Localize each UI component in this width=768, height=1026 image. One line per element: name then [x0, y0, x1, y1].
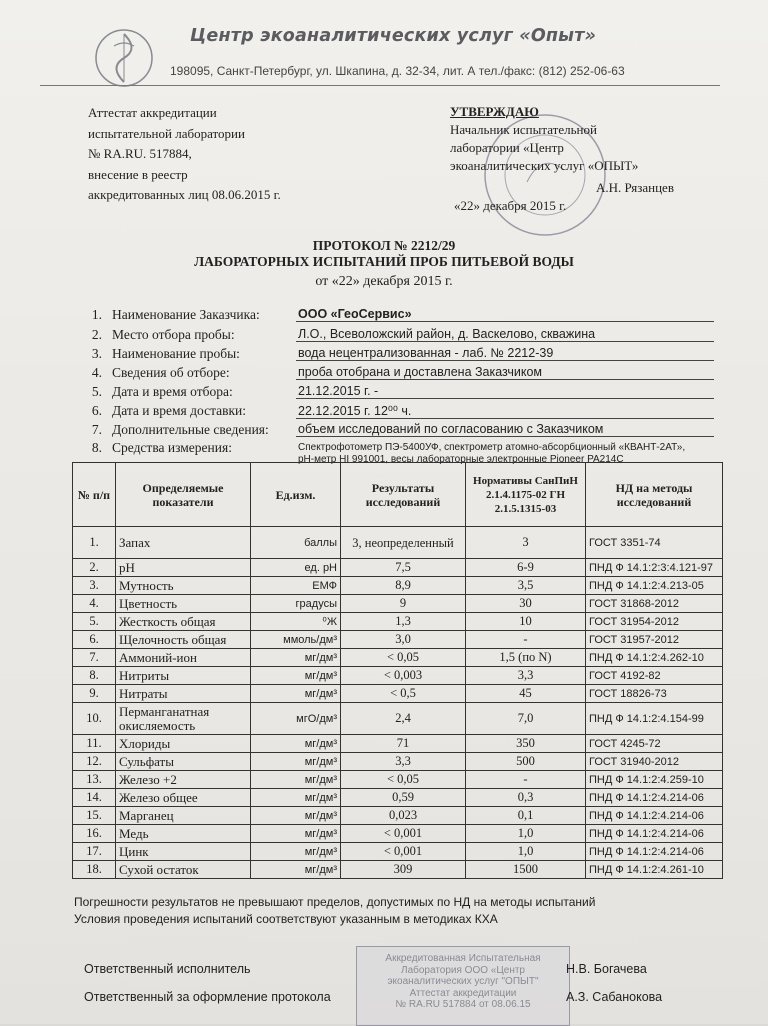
accreditation-block: Аттестат аккредитации испытательной лаборатории № RA.RU. 517884, внесение в реестр аккредитованных лиц 08.06.2015 г.: [88, 105, 281, 202]
table-row: 16. Медь мг/дм³ < 0,001 1,0 ПНД Ф 14.1:2:4.214-06: [73, 825, 723, 843]
table-row: 14. Железо общее мг/дм³ 0,59 0,3 ПНД Ф 14.1:2:4.214-06: [73, 789, 723, 807]
org-title: Центр экоаналитических услуг «Опыт»: [190, 26, 597, 46]
signature-role: Ответственный исполнитель: [84, 962, 251, 976]
protocol-title: ПРОТОКОЛ № 2212/29: [312, 238, 456, 253]
table-row: 17. Цинк мг/дм³ < 0,001 1,0 ПНД Ф 14.1:2:4.214-06: [73, 843, 723, 861]
document-page: Центр экоаналитических услуг «Опыт» 198095, Санкт-Петербург, ул. Шкапина, д. 32-34, лит. А тел./факс: (812) 252-06-63 Аттестат аккредитации испытательной лаборатории № RA.RU. 517884, внесение в реестр аккредитованных лиц 08.06.2015 г. УТВЕРЖДАЮ Начальник испытательной лаборатории «Центр экоаналитических услуг «ОПЫТ» А.Н. Рязанцев «22» декабря 2015 г. ПРОТОКОЛ № 2212/29 ЛАБОРАТОРНЫХ ИСПЫТАНИЙ ПРОБ ПИТЬЕВОЙ ВОДЫ от «22» декабря 2015 г. 1. Наименование Заказчика: ООО «ГеоСервис» 2. Место отбора пробы: Л.О., Всеволожский район, д. Васкелово, скважина 3. Наименование пробы: вода нецентрализованная - лаб. № 2212-39 4. Сведения об отборе: проба отобрана и доставлена Заказчиком 5. Дата и время отбора: 21.12.2015 г. - 6. Дата и время доставки: 22.12.2015 г. 12⁰⁰ ч. 7. Дополнительные сведения: объем исследований по согласованию с Заказчиком 8. Средства измерения: Спектрофотометр ПЭ-5400УФ, спектрометр атомно-абсорбционный «КВАНТ-2АТ», pH-метр HI 991001, весы лабораторные электронные Pioneer PA214C № п/п Определяемые показатели Ед.изм. Результаты исследований Нормативы СанПиН 2.1.4.1175-02 ГН 2.1.5.1315-03 НД на методы исследований 1. Запах баллы 3, неопределенный 3 ГОСТ 3351-74 2. pH ед. pH 7,5 6-9 ПНД Ф 14.1:2:3:4.121-97 3. Мутность ЕМФ 8,9 3,5 ПНД Ф 14.1:2:4.213-05 4. Цветность градусы 9 30 ГОСТ 31868-2012 5. Жесткость общая ⁰Ж 1,3 10 ГОСТ 31954-2012 6. Щелочность общая ммоль/дм³ 3,0 - ГОСТ 31957-2012 7. Аммоний-ион мг/дм³ < 0,05 1,5 (по N) ПНД Ф 14.1:2:4.262-10 8. Нитриты мг/дм³ < 0,003 3,3 ГОСТ 4192-82 9. Нитраты мг/дм³ < 0,5 45 ГОСТ 18826-73 10. Перманганатная окисляемость мгО/дм³ 2,4 7,0 ПНД Ф 14.1:2:4.154-99 11. Хлориды мг/дм³ 71 350 ГОСТ 4245-72 12. Сульфаты мг/дм³ 3,3 500 ГОСТ 31940-2012 13. Железо +2 мг/дм³ < 0,05 - ПНД Ф 14.1:2:4.259-10 14. Железо общее мг/дм³ 0,59 0,3 ПНД Ф 14.1:2:4.214-06 15. Марганец мг/дм³ 0,023 0,1 ПНД Ф 14.1:2:4.214-06 16. Медь мг/дм³ < 0,001 1,0 ПНД Ф 14.1:2:4.214-06 17. Цинк мг/дм³ < 0,001 1,0 ПНД Ф 14.1:2:4.214-06 18. Сухой остаток мг/дм³ 309 1500 ПНД Ф 14.1:2:4.261-10 Погрешности результатов не превышают пределов, допустимых по НД на методы испытаний Условия проведения испытаний соответствуют указанным в методиках КХА Аккредитованная Испытательная Лаборатория ООО «Центр экоаналитических услуг "ОПЫТ" Аттестат аккредитации № RA.RU 517884 от 08.06.15 Ответственный исполнитель Н.В. Богачева Ответственный за оформление протокола А.З. Сабанокова: [0, 0, 768, 1024]
org-address: 198095, Санкт-Петербург, ул. Шкапина, д. 32-34, лит. А тел./факс: (812) 252-06-63: [170, 64, 625, 78]
protocol-date: от «22» декабря 2015 г.: [315, 274, 453, 289]
approval-date: «22» декабря 2015 г.: [454, 198, 567, 213]
table-row: 4. Цветность градусы 9 30 ГОСТ 31868-2012: [73, 595, 723, 613]
signature-name: Н.В. Богачева: [566, 962, 647, 976]
col-header: Определяемые показатели: [116, 463, 251, 527]
footer-note: Условия проведения испытаний соответствуют указанным в методиках КХА: [74, 912, 498, 926]
protocol-subtitle: ЛАБОРАТОРНЫХ ИСПЫТАНИЙ ПРОБ ПИТЬЕВОЙ ВОДЫ: [194, 254, 574, 269]
signature-role: Ответственный за оформление протокола: [84, 990, 331, 1004]
col-header: НД на методы исследований: [586, 463, 723, 527]
table-row: 5. Жесткость общая ⁰Ж 1,3 10 ГОСТ 31954-2012: [73, 613, 723, 631]
table-row: 18. Сухой остаток мг/дм³ 309 1500 ПНД Ф 14.1:2:4.261-10: [73, 861, 723, 879]
table-row: 10. Перманганатная окисляемость мгО/дм³ 2,4 7,0 ПНД Ф 14.1:2:4.154-99: [73, 703, 723, 735]
table-row: 8. Нитриты мг/дм³ < 0,003 3,3 ГОСТ 4192-82: [73, 667, 723, 685]
table-row: 15. Марганец мг/дм³ 0,023 0,1 ПНД Ф 14.1:2:4.214-06: [73, 807, 723, 825]
signature-name: А.З. Сабанокова: [566, 990, 663, 1004]
table-row: 3. Мутность ЕМФ 8,9 3,5 ПНД Ф 14.1:2:4.213-05: [73, 577, 723, 595]
col-header: № п/п: [73, 463, 116, 527]
table-row: 6. Щелочность общая ммоль/дм³ 3,0 - ГОСТ 31957-2012: [73, 631, 723, 649]
table-row: 12. Сульфаты мг/дм³ 3,3 500 ГОСТ 31940-2012: [73, 753, 723, 771]
col-header: Нормативы СанПиН 2.1.4.1175-02 ГН 2.1.5.1315-03: [466, 463, 586, 527]
table-row: 9. Нитраты мг/дм³ < 0,5 45 ГОСТ 18826-73: [73, 685, 723, 703]
approval-block: УТВЕРЖДАЮ Начальник испытательной лаборатории «Центр экоаналитических услуг «ОПЫТ» А.Н. Рязанцев «22» декабря 2015 г.: [450, 104, 674, 213]
table-row: 13. Железо +2 мг/дм³ < 0,05 - ПНД Ф 14.1:2:4.259-10: [73, 771, 723, 789]
results-table: [72, 462, 723, 879]
table-header-row: [73, 463, 723, 527]
table-row: 7. Аммоний-ион мг/дм³ < 0,05 1,5 (по N) ПНД Ф 14.1:2:4.262-10: [73, 649, 723, 667]
footer-note: Погрешности результатов не превышают пределов, допустимых по НД на методы испытаний: [74, 895, 596, 909]
approval-title: УТВЕРЖДАЮ: [450, 104, 539, 119]
col-header: Результаты исследований: [341, 463, 466, 527]
table-row: 1. Запах баллы 3, неопределенный 3 ГОСТ 3351-74: [73, 527, 723, 559]
header-divider: [40, 85, 720, 86]
table-row: 11. Хлориды мг/дм³ 71 350 ГОСТ 4245-72: [73, 735, 723, 753]
table-row: 2. pH ед. pH 7,5 6-9 ПНД Ф 14.1:2:3:4.121-97: [73, 559, 723, 577]
lab-stamp: Аккредитованная Испытательная Лаборатория ООО «Центр экоаналитических услуг "ОПЫТ" Аттестат аккредитации № RA.RU 517884 от 08.06.15: [356, 946, 570, 1026]
org-logo-icon: [92, 26, 156, 90]
col-header: Ед.изм.: [251, 463, 341, 527]
approval-signer: А.Н. Рязанцев: [596, 180, 674, 195]
